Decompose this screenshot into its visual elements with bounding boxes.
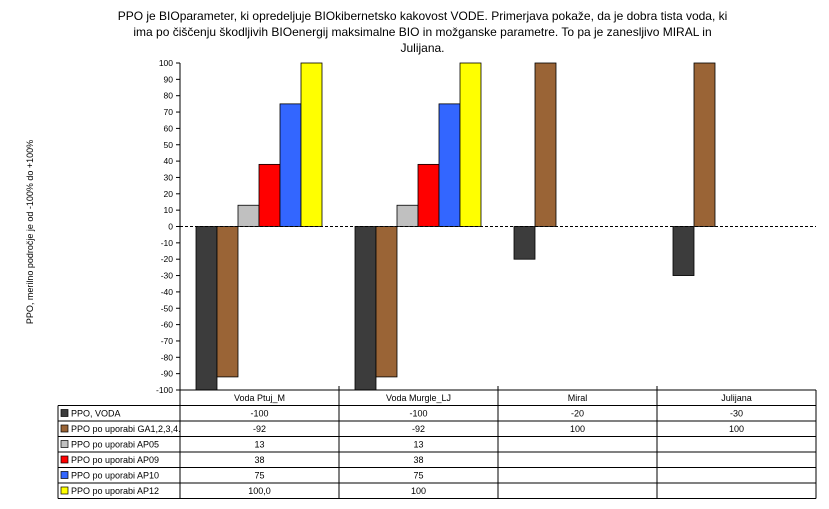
legend-swatch — [61, 472, 68, 479]
x-tick-label: Voda Ptuj_M — [233, 393, 286, 403]
data-label: 100 — [410, 486, 427, 496]
bar — [355, 227, 376, 391]
data-label: 75 — [413, 470, 424, 481]
y-tick-label: -60 — [160, 319, 173, 330]
data-label: 13 — [254, 439, 265, 450]
data-label: -20 — [570, 408, 585, 419]
y-tick-label: 40 — [163, 156, 173, 167]
y-tick-label: 60 — [163, 123, 173, 134]
data-label: 75 — [254, 470, 265, 481]
x-tick-label: Miral — [567, 393, 588, 403]
y-axis-label: PPO, merilno področje je od -100% do +100% — [25, 139, 35, 325]
bar — [238, 205, 259, 226]
data-label: 38 — [254, 455, 265, 465]
bar — [418, 164, 439, 226]
y-tick-label: -30 — [160, 270, 173, 281]
bar — [673, 227, 694, 276]
y-tick-label: 20 — [163, 188, 173, 199]
bar — [397, 205, 418, 226]
y-tick-label: 100 — [158, 58, 173, 68]
data-label: 100 — [728, 424, 745, 434]
data-label: 38 — [413, 455, 424, 465]
y-tick-label: 30 — [163, 172, 173, 183]
y-tick-label: -90 — [160, 368, 173, 379]
y-tick-label: -50 — [160, 303, 173, 314]
y-tick-label: -100 — [155, 385, 173, 395]
bar — [514, 227, 535, 260]
y-tick-label: -80 — [160, 352, 173, 363]
legend-swatch — [61, 456, 68, 463]
legend-entry: PPO po uporabi GA1,2,3,4. — [71, 424, 181, 434]
legend-swatch — [61, 410, 68, 417]
x-tick-label: Voda Murgle_LJ — [385, 393, 452, 403]
bar — [535, 63, 556, 227]
legend-entry: PPO po uporabi AP10 — [71, 470, 160, 481]
chart-title-line-3: Julijana. — [400, 41, 445, 55]
bar — [259, 164, 280, 226]
data-label: -100 — [409, 408, 428, 419]
bar — [376, 227, 397, 377]
y-tick-label: -40 — [160, 286, 173, 297]
bar — [196, 227, 217, 391]
y-tick-label: 90 — [163, 74, 173, 85]
data-label: -100 — [250, 408, 269, 419]
y-tick-label: 10 — [163, 205, 173, 216]
bar — [439, 104, 460, 227]
x-tick-label: Julijana — [721, 393, 752, 403]
chart-title-line-2: ima po čiščenju škodljivih BIOenergij maksimalne BIO in možganske parametre. To pa je zanesljivo MIRAL in — [133, 25, 712, 39]
y-tick-label: -20 — [160, 254, 173, 265]
y-tick-label: 50 — [163, 139, 173, 150]
bar — [280, 104, 301, 227]
y-tick-label: 80 — [163, 90, 173, 101]
bar — [460, 63, 481, 227]
legend-entry: PPO po uporabi AP09 — [71, 455, 160, 465]
data-label: 100 — [569, 424, 586, 434]
data-label: -92 — [411, 424, 426, 434]
legend-swatch — [61, 425, 68, 432]
bar — [217, 227, 238, 377]
y-tick-label: 0 — [168, 221, 173, 232]
data-label: -92 — [252, 424, 267, 434]
data-label: -30 — [729, 408, 744, 419]
y-tick-label: -10 — [160, 237, 173, 248]
bar — [301, 63, 322, 227]
bar — [694, 63, 715, 227]
legend-swatch — [61, 441, 68, 448]
data-label: 13 — [413, 439, 424, 450]
legend-entry: PPO, VODA — [71, 408, 121, 419]
chart-title-line-1: PPO je BIOparameter, ki opredeljuje BIOkibernetsko kakovost VODE. Primerjava pokaže, da je dobra tista voda, ki — [117, 9, 728, 23]
y-tick-label: 70 — [163, 107, 173, 118]
legend-swatch — [61, 487, 68, 494]
y-tick-label: -70 — [160, 335, 173, 346]
legend-entry: PPO po uporabi AP12 — [71, 486, 160, 496]
data-label: 100,0 — [248, 486, 271, 496]
legend-entry: PPO po uporabi AP05 — [71, 439, 160, 450]
